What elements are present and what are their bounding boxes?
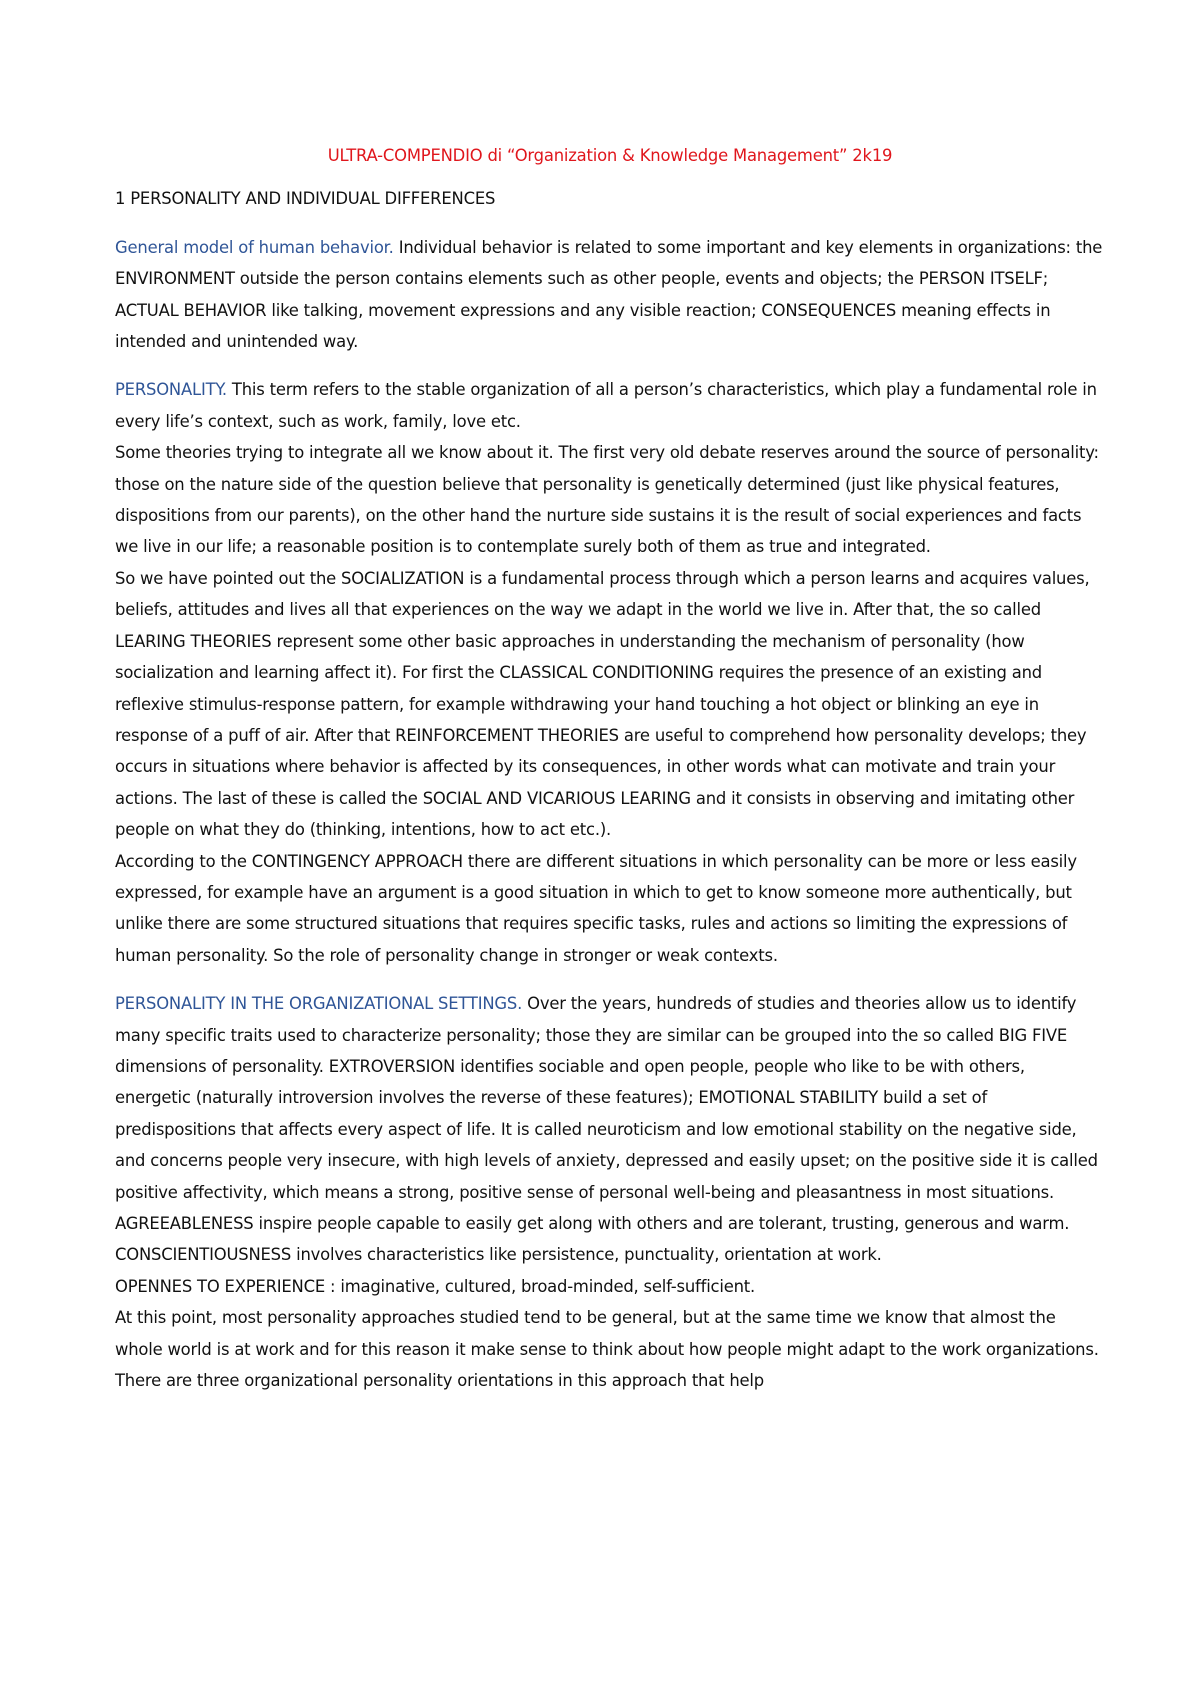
document-body <box>115 140 1105 1396</box>
paragraph-personality <box>115 374 1105 437</box>
paragraph-work-orientation <box>115 1302 1105 1396</box>
paragraph-text: At this point, most personality approaches studied tend to be general, but at the same time we know that almost the whole world is at work and for this reason it make sense to think about how people might adapt to the work organizations. There are three organizational personality orientations in this approach that help <box>115 1308 1099 1391</box>
paragraph-text: This term refers to the stable organization of all a person’s characteristics, which play a fundamental role in every life’s context, such as work, family, love etc. <box>115 380 1097 431</box>
paragraph-text: OPENNES TO EXPERIENCE : imaginative, cultured, broad-minded, self-sufficient. <box>115 1276 756 1296</box>
paragraph-text: AGREEABLENESS inspire people capable to easily get along with others and are tolerant, trusting, generous and warm. <box>115 1214 1070 1233</box>
paragraph-text: According to the CONTINGENCY APPROACH there are different situations in which personality can be more or less easily expressed, for example have an argument is a good situation in which to get to know someone more authentically, but unlike there are some structured situations that requires specific tasks, rules and actions so limiting the expressions of human personality. So the role of personality change in stronger or weak contexts. <box>115 851 1077 965</box>
paragraph-text: Over the years, hundreds of studies and theories allow us to identify many specific traits used to characterize personality; those they are similar can be grouped into the so called BIG FIVE dimensions of personality. EXTROVERSION identifies sociable and open people, people who like to be with others, energetic (naturally introversion involves the reverse of these features); EMOTIONAL STABILITY build a set of predispositions that affects every aspect of life. It is called neuroticism and low emotional stability on the negative side, and concerns people very insecure, with high levels of anxiety, depressed and easily upset; on the positive side it is called positive affectivity, which means a strong, positive sense of personal well-being and pleasantness in most situations. <box>115 994 1098 1202</box>
paragraph-theories <box>115 437 1105 563</box>
paragraph-lead: PERSONALITY. <box>115 380 227 400</box>
paragraph-text: Some theories trying to integrate all we know about it. The first very old debate reserves around the source of personality: those on the nature side of the question believe that personality is genetically determined (just like physical features, dispositions from our parents), on the other hand the nurture side sustains it is the result of social experiences and facts we live in our life; a reasonable position is to contemplate surely both of them as true and integrated. <box>115 443 1099 557</box>
paragraph-contingency <box>115 846 1105 972</box>
paragraph-organizational-settings <box>115 988 1105 1208</box>
document-title: ULTRA-COMPENDIO di “Organization & Knowledge Management” 2k19 <box>327 146 893 165</box>
paragraph-agreeableness <box>115 1208 1105 1239</box>
paragraph-lead: PERSONALITY IN THE ORGANIZATIONAL SETTINGS. <box>115 994 523 1014</box>
paragraph-lead: General model of human behavior. <box>115 237 394 257</box>
paragraph-text: CONSCIENTIOUSNESS involves characteristics like persistence, punctuality, orientation at work. <box>115 1245 882 1265</box>
paragraph-conscientiousness <box>115 1239 1105 1270</box>
paragraph-text: So we have pointed out the SOCIALIZATION is a fundamental process through which a person learns and acquires values, beliefs, attitudes and lives all that experiences on the way we adapt in the world we live in. After that, the so called LEARING THEORIES represent some other basic approaches in understanding the mechanism of personality (how socialization and learning affect it). For first the CLASSICAL CONDITIONING requires the presence of an existing and reflexive stimulus-response pattern, for example withdrawing your hand touching a hot object or blinking an eye in response of a puff of air. After that REINFORCEMENT THEORIES are useful to comprehend how personality develops; they occurs in situations where behavior is affected by its consequences, in other words what can motivate and train your actions. The last of these is called the SOCIAL AND VICARIOUS LEARING and it consists in observing and imitating other people on what they do (thinking, intentions, how to act etc.). <box>115 568 1090 840</box>
section-heading: 1 PERSONALITY AND INDIVIDUAL DIFFERENCES <box>115 189 496 209</box>
paragraph-text: Individual behavior is related to some important and key elements in organizations: the ENVIRONMENT outside the person contains elements such as other people, events and objects; the PERSON ITSELF; ACTUAL BEHAVIOR like talking, movement expressions and any visible reaction; CONSEQUENCES meaning effects in intended and unintended way. <box>115 237 1103 352</box>
paragraph-socialization <box>115 563 1105 846</box>
paragraph-openness <box>115 1271 1105 1302</box>
paragraph-general-model <box>115 232 1105 358</box>
